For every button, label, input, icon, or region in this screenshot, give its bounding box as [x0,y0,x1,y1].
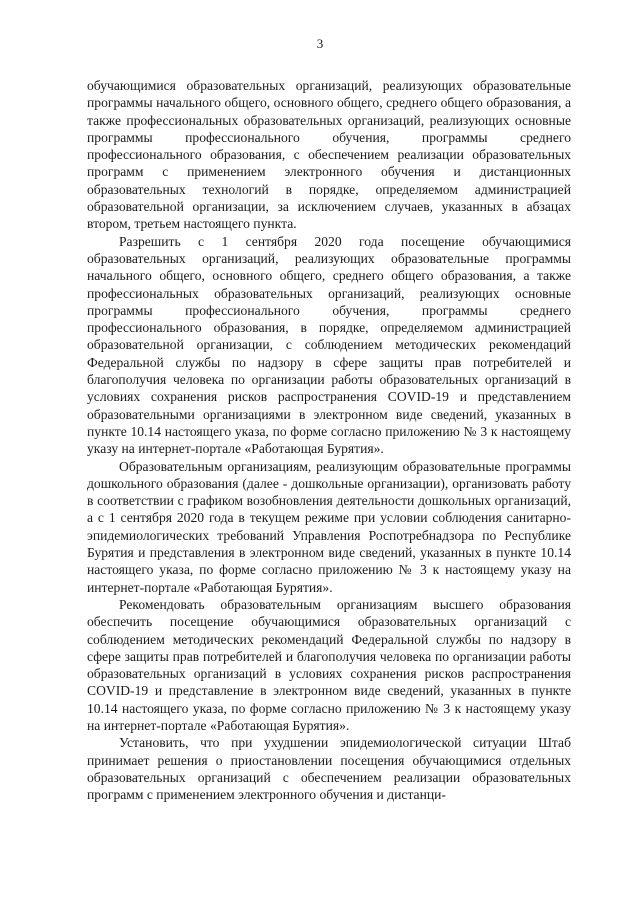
paragraph-higher-education: Рекомендовать образовательным организациям высшего образования обеспечить посещение обучающимися образовательных организаций с соблюдением методических рекомендаций Федеральной службы по надзору в сфере защиты прав потребителей и благополучия человека по организации работы образовательных организаций в условиях сохранения рисков распространения COVID-19 и представление в электронном виде сведений, указанных в пункте 10.14 настоящего указа, по форме согласно приложению № 3 к настоящему указу на интернет-портале «Работающая Бурятия». [87,596,571,733]
paragraph-allow-attendance: Разрешить с 1 сентября 2020 года посещение обучающимися образовательных организаций, реализующих образовательные программы начального общего, основного общего, среднего общего образования, а также профессиональных образовательных организаций, реализующих основные программы профессионального обучения, программы среднего профессионального образования, в порядке, определяемом администрацией образовательной организации, с соблюдением методических рекомендаций Федеральной службы по надзору в сфере защиты прав потребителей и благополучия человека по организации работы образовательных организаций в условиях сохранения рисков распространения COVID-19 и представлением образовательными организациями в электронном виде сведений, указанных в пункте 10.14 настоящего указа, по форме согласно приложению № 3 к настоящему указу на интернет-портале «Работающая Бурятия». [87,233,571,457]
body-text [87,77,571,803]
paragraph-preschool-organizations: Образовательным организациям, реализующим образовательные программы дошкольного образования (далее - дошкольные организации), организовать работу в соответствии с графиком возобновления деятельности дошкольных организаций, а с 1 сентября 2020 года в текущем режиме при условии соблюдения санитарно-эпидемиологических требований Управления Роспотребнадзора по Республике Бурятия и представления в электронном виде сведений, указанных в пункте 10.14 настоящего указа, по форме согласно приложению № 3 к настоящему указу на интернет-портале «Работающая Бурятия». [87,458,571,595]
paragraph-establish: Установить, что при ухудшении эпидемиологической ситуации Штаб принимает решения о приостановлении посещения обучающимися отдельных образовательных организаций с обеспечением реализации образовательных программ с применением электронного обучения и дистанци- [87,735,571,803]
page-number: 3 [316,36,324,51]
paragraph-continuation: обучающимися образовательных организаций, реализующих образовательные программы начального общего, основного общего, среднего общего образования, а также профессиональных образовательных организаций, реализующих основные программы профессионального обучения, программы среднего профессионального образования, с обеспечением реализации образовательных программ с применением электронного обучения и дистанционных образовательных технологий в порядке, определяемом администрацией образовательной организации, за исключением случаев, указанных в абзацах втором, третьем настоящего пункта. [87,78,571,232]
